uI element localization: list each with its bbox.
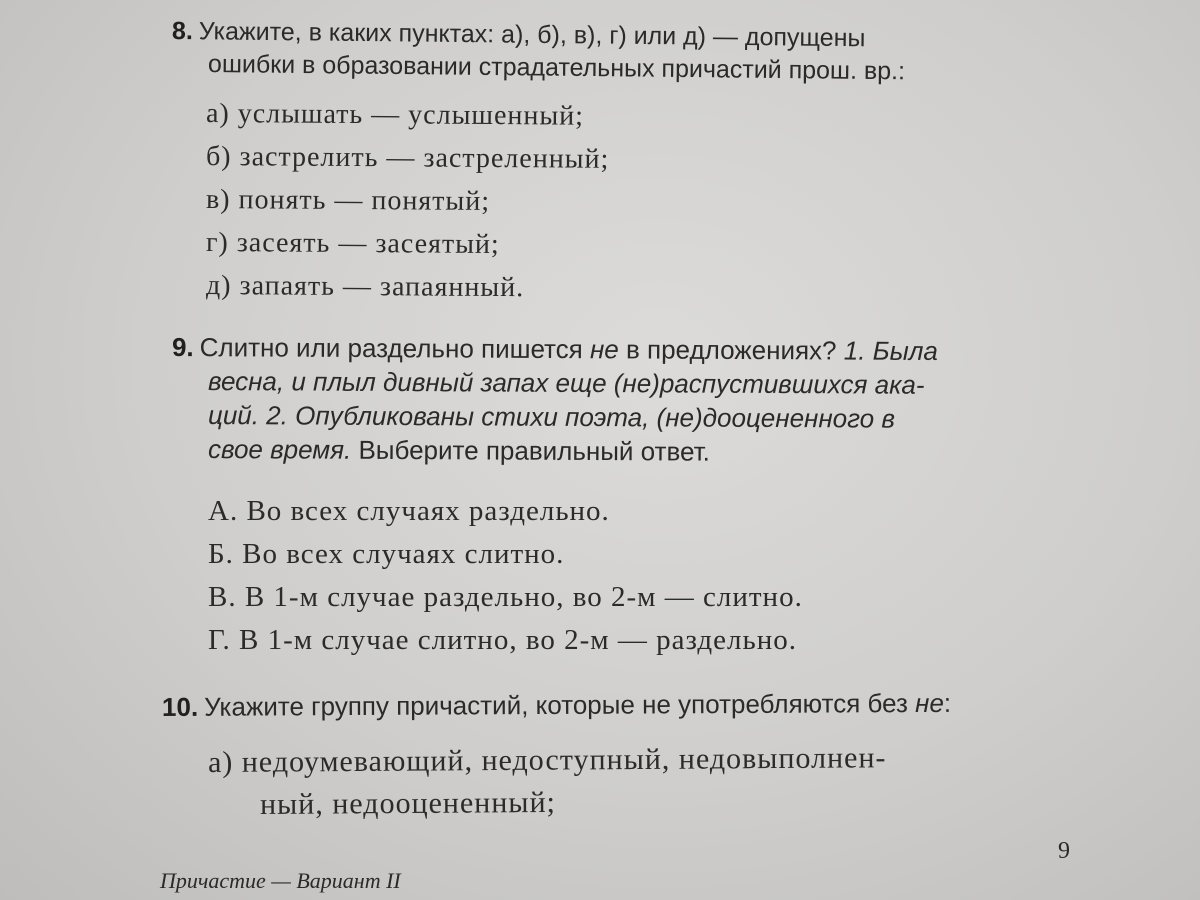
- question-10: [161, 687, 952, 724]
- question-10-line-1: [162, 686, 951, 724]
- question-9-line-4: [208, 432, 974, 470]
- question-8-options: [206, 92, 609, 307]
- question-8-line-2: [208, 49, 905, 87]
- question-9-text-1d: 1. Была: [843, 335, 938, 367]
- question-9: [172, 330, 938, 466]
- question-8-option-b: б) застрелить — застреленный;: [205, 141, 610, 175]
- question-10-text-1a: Укажите группу причастий, которые не употребляются без: [204, 688, 916, 722]
- question-9-text-4a: свое время.: [207, 434, 352, 465]
- question-9-options: [208, 490, 803, 662]
- question-9-option-v: В. В 1-м случае раздельно, во 2-м — слитно.: [208, 581, 803, 613]
- question-9-number: 9.: [171, 332, 194, 363]
- question-9-text-1b: не: [589, 334, 619, 365]
- question-8-option-g: г) засеять — засеятый;: [205, 227, 500, 261]
- question-9-line-3: [208, 398, 974, 436]
- question-9-option-b: Б. Во всех случаях слитно.: [208, 538, 565, 570]
- question-10-text-1b: не: [915, 687, 944, 719]
- question-9-text-2: весна, и плыл дивный запах еще (не)распустившихся ака-: [207, 366, 925, 400]
- question-10-number: 10.: [161, 691, 199, 722]
- question-9-text-3: ций. 2. Опубликованы стихи поэта, (не)дооцененного в: [207, 400, 896, 434]
- question-9-line-2: [208, 364, 974, 402]
- question-9-text-1c: в предложениях?: [618, 334, 844, 366]
- question-8-option-d: д) запаять — запаянный.: [205, 270, 525, 304]
- question-9-text-4b: Выберите правильный ответ.: [351, 434, 710, 467]
- page-number: 9: [1058, 838, 1070, 864]
- question-9-option-a: А. Во всех случаях раздельно.: [208, 495, 610, 527]
- question-10-option-a-line-2: ный, недооцененный;: [259, 785, 557, 821]
- question-8-text-2: ошибки в образовании страдательных причастий прош. вр.:: [207, 50, 906, 86]
- question-8-option-v: в) понять — понятый;: [205, 184, 491, 217]
- question-9-option-g: Г. В 1-м случае слитно, во 2-м — раздельно.: [208, 624, 797, 656]
- question-10-options: [208, 742, 886, 826]
- question-10-text-1c: :: [943, 687, 952, 718]
- page-footer: Причастие — Вариант II: [160, 868, 401, 893]
- question-8-text-1: Укажите, в каких пунктах: а), б), в), г) или д) — допущены: [198, 17, 866, 53]
- question-9-text-1a: Слитно или раздельно пишется: [199, 332, 591, 365]
- question-9-line-1: [172, 330, 938, 368]
- question-8-option-a: а) услышать — услышенный;: [205, 98, 585, 132]
- question-8-number: 8.: [171, 17, 194, 46]
- question-8: [171, 16, 906, 86]
- question-10-option-a-line-1: а) недоумевающий, недоступный, недовыполнен-: [207, 741, 887, 779]
- question-8-line-1: [172, 16, 869, 54]
